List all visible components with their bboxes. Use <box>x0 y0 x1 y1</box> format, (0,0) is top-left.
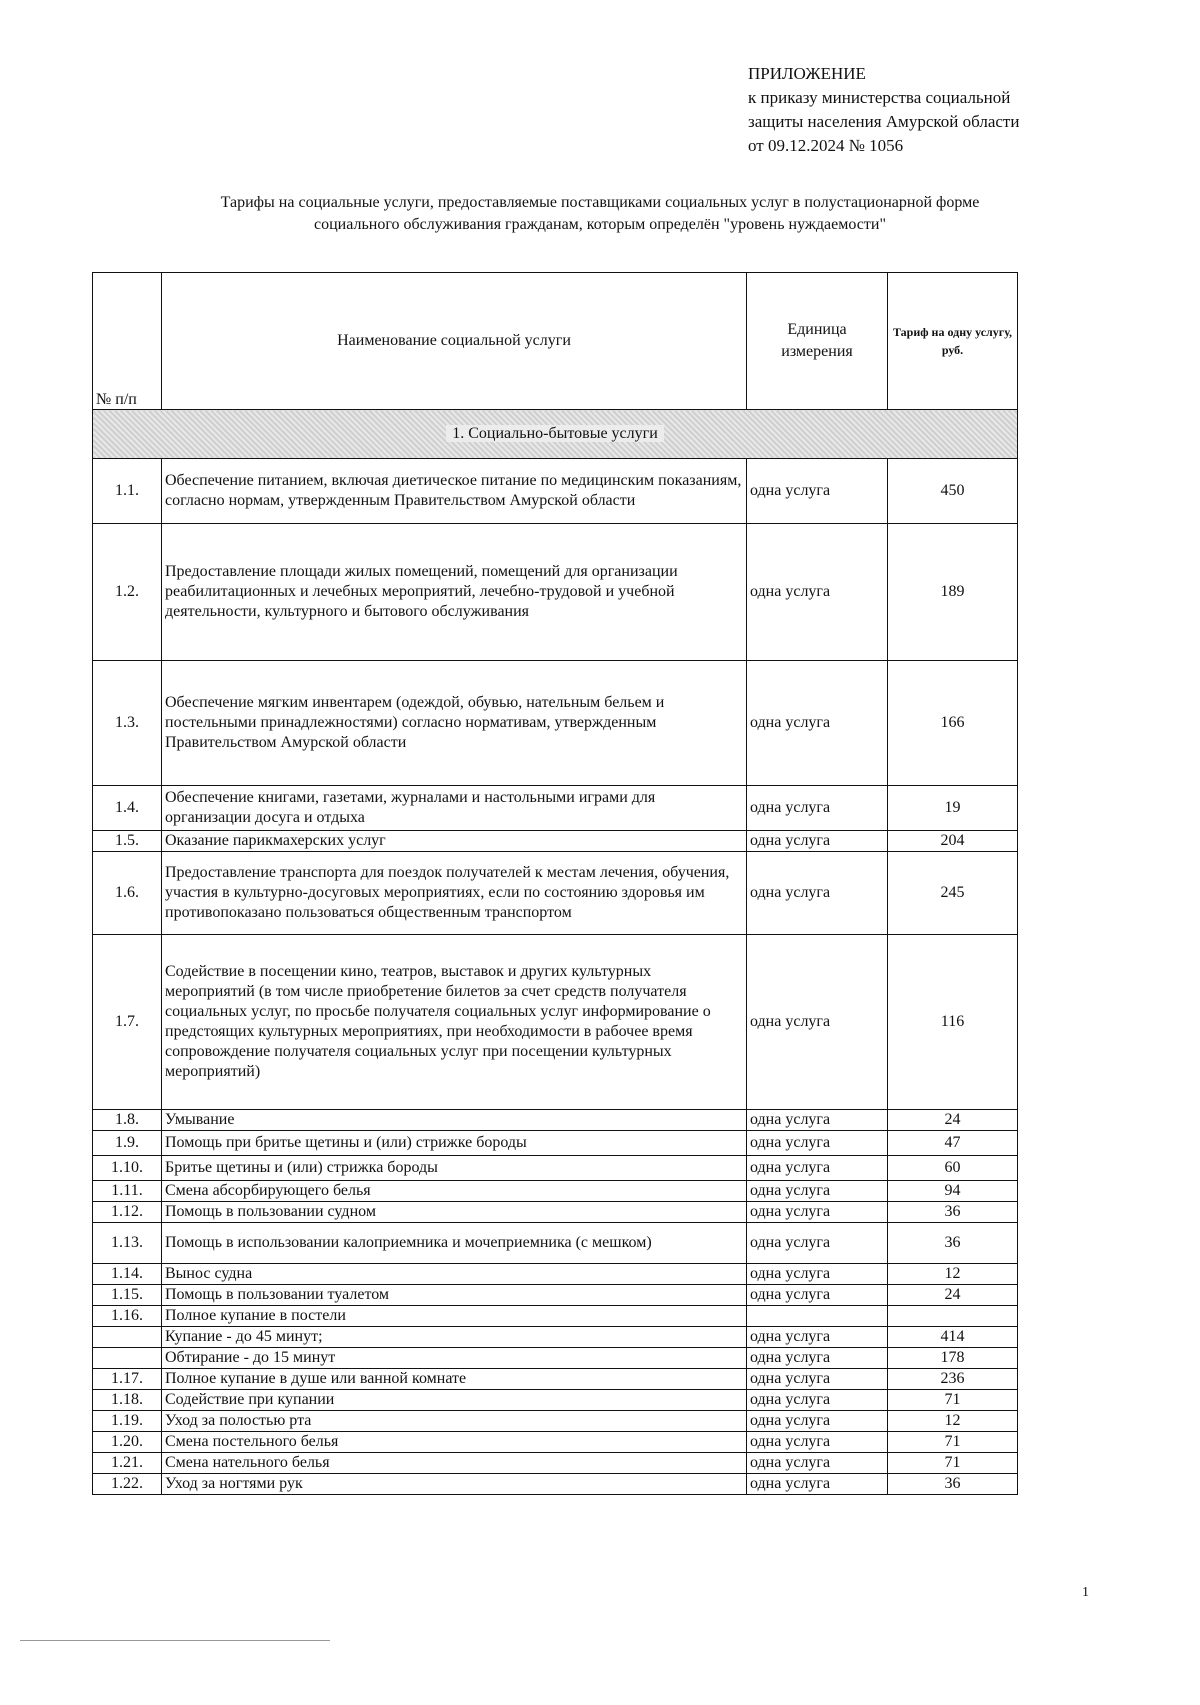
row-unit: одна услуга <box>747 786 888 831</box>
row-tariff: 71 <box>888 1390 1018 1411</box>
row-service-name: Купание - до 45 минут; <box>162 1327 747 1348</box>
row-number: 1.15. <box>93 1285 162 1306</box>
row-service-name: Помощь в пользовании туалетом <box>162 1285 747 1306</box>
table-row <box>93 1110 1018 1131</box>
table-row <box>93 1223 1018 1264</box>
row-number: 1.21. <box>93 1453 162 1474</box>
row-tariff: 245 <box>888 852 1018 935</box>
row-number: 1.5. <box>93 831 162 852</box>
table-row <box>93 1348 1018 1369</box>
row-service-name: Содействие при купании <box>162 1390 747 1411</box>
document-title <box>90 192 1110 236</box>
table-row <box>93 1264 1018 1285</box>
row-tariff: 189 <box>888 524 1018 661</box>
row-number: 1.6. <box>93 852 162 935</box>
row-tariff: 178 <box>888 1348 1018 1369</box>
header-service-name: Наименование социальной услуги <box>162 273 747 410</box>
row-service-name: Полное купание в душе или ванной комнате <box>162 1369 747 1390</box>
tariffs-table <box>92 272 1018 1495</box>
row-tariff: 71 <box>888 1453 1018 1474</box>
table-row <box>93 1131 1018 1156</box>
row-service-name: Обеспечение книгами, газетами, журналами и настольными играми для организации досуга и отдыха <box>162 786 747 831</box>
row-service-name: Вынос судна <box>162 1264 747 1285</box>
row-tariff: 12 <box>888 1264 1018 1285</box>
table-row <box>93 1285 1018 1306</box>
row-tariff: 414 <box>888 1327 1018 1348</box>
row-service-name: Помощь в использовании калоприемника и мочеприемника (с мешком) <box>162 1223 747 1264</box>
section-title: 1. Социально-бытовые услуги <box>446 425 664 442</box>
row-number: 1.3. <box>93 661 162 786</box>
document-title-line: социального обслуживания гражданам, которым определён "уровень нуждаемости" <box>314 216 886 233</box>
row-unit: одна услуга <box>747 831 888 852</box>
row-tariff: 47 <box>888 1131 1018 1156</box>
row-service-name: Обтирание - до 15 минут <box>162 1348 747 1369</box>
table-row <box>93 1474 1018 1495</box>
header-number: № п/п <box>93 273 162 410</box>
row-tariff: 450 <box>888 459 1018 524</box>
row-unit: одна услуга <box>747 1110 888 1131</box>
row-number <box>93 1327 162 1348</box>
row-number: 1.18. <box>93 1390 162 1411</box>
row-service-name: Обеспечение мягким инвентарем (одеждой, обувью, нательным бельем и постельными принадлежностями) согласно нормативам, утвержденным Правительством Амурской области <box>162 661 747 786</box>
row-unit: одна услуга <box>747 1390 888 1411</box>
row-unit: одна услуга <box>747 1453 888 1474</box>
row-unit: одна услуга <box>747 1285 888 1306</box>
appendix-line: от 09.12.2024 № 1056 <box>748 136 904 155</box>
row-unit: одна услуга <box>747 1369 888 1390</box>
row-tariff: 36 <box>888 1474 1018 1495</box>
row-tariff: 19 <box>888 786 1018 831</box>
row-unit: одна услуга <box>747 1432 888 1453</box>
row-unit: одна услуга <box>747 459 888 524</box>
row-service-name: Содействие в посещении кино, театров, выставок и других культурных мероприятий (в том числе приобретение билетов за счет средств получателя социальных услуг, по просьбе получателя социальных услуг информирование о предстоящих культурных мероприятиях, при необходимости в рабочее время сопровождение получателя социальных услуг при посещении культурных мероприятий) <box>162 935 747 1110</box>
row-tariff: 36 <box>888 1223 1018 1264</box>
row-number: 1.8. <box>93 1110 162 1131</box>
row-unit: одна услуга <box>747 1202 888 1223</box>
row-number <box>93 1348 162 1369</box>
table-row <box>93 1181 1018 1202</box>
row-service-name: Помощь при бритье щетины и (или) стрижке бороды <box>162 1131 747 1156</box>
row-number: 1.11. <box>93 1181 162 1202</box>
row-number: 1.10. <box>93 1156 162 1181</box>
row-number: 1.17. <box>93 1369 162 1390</box>
row-tariff: 71 <box>888 1432 1018 1453</box>
row-unit: одна услуга <box>747 935 888 1110</box>
table-row <box>93 786 1018 831</box>
table-row <box>93 524 1018 661</box>
row-unit: одна услуга <box>747 1348 888 1369</box>
table-row <box>93 1369 1018 1390</box>
row-service-name: Предоставление площади жилых помещений, помещений для организации реабилитационных и лечебных мероприятий, лечебно-трудовой и учебной деятельности, культурного и бытового обслуживания <box>162 524 747 661</box>
row-unit: одна услуга <box>747 524 888 661</box>
row-number: 1.22. <box>93 1474 162 1495</box>
row-tariff: 24 <box>888 1110 1018 1131</box>
row-tariff: 204 <box>888 831 1018 852</box>
table-row <box>93 459 1018 524</box>
row-tariff: 236 <box>888 1369 1018 1390</box>
appendix-line: защиты населения Амурской области <box>748 112 1020 131</box>
row-service-name: Умывание <box>162 1110 747 1131</box>
table-row <box>93 661 1018 786</box>
row-unit: одна услуга <box>747 1181 888 1202</box>
page-number: 1 <box>1082 1585 1089 1600</box>
row-service-name: Полное купание в постели <box>162 1306 747 1327</box>
table-row <box>93 852 1018 935</box>
row-tariff: 12 <box>888 1411 1018 1432</box>
row-service-name: Смена абсорбирующего белья <box>162 1181 747 1202</box>
table-row <box>93 1453 1018 1474</box>
table-row <box>93 831 1018 852</box>
row-unit: одна услуга <box>747 1327 888 1348</box>
header-tariff: Тариф на одну услугу, руб. <box>888 273 1018 410</box>
row-service-name: Предоставление транспорта для поездок получателей к местам лечения, обучения, участия в культурно-досуговых мероприятиях, если по состоянию здоровья им противопоказано пользоваться общественным транспортом <box>162 852 747 935</box>
row-unit <box>747 1306 888 1327</box>
row-unit: одна услуга <box>747 1411 888 1432</box>
row-number: 1.16. <box>93 1306 162 1327</box>
row-number: 1.19. <box>93 1411 162 1432</box>
section-row <box>93 410 1018 459</box>
row-number: 1.1. <box>93 459 162 524</box>
document-title-line: Тарифы на социальные услуги, предоставляемые поставщиками социальных услуг в полустационарной форме <box>220 194 980 211</box>
table-row <box>93 1390 1018 1411</box>
table-row <box>93 1327 1018 1348</box>
row-unit: одна услуга <box>747 1223 888 1264</box>
row-service-name: Обеспечение питанием, включая диетическое питание по медицинским показаниям, согласно нормам, утвержденным Правительством Амурской области <box>162 459 747 524</box>
table-row <box>93 1156 1018 1181</box>
row-number: 1.7. <box>93 935 162 1110</box>
row-tariff: 116 <box>888 935 1018 1110</box>
table-row <box>93 935 1018 1110</box>
row-tariff: 166 <box>888 661 1018 786</box>
row-number: 1.20. <box>93 1432 162 1453</box>
table-header-row <box>93 273 1018 410</box>
row-service-name: Бритье щетины и (или) стрижка бороды <box>162 1156 747 1181</box>
row-number: 1.9. <box>93 1131 162 1156</box>
row-tariff: 36 <box>888 1202 1018 1223</box>
row-unit: одна услуга <box>747 1264 888 1285</box>
row-number: 1.13. <box>93 1223 162 1264</box>
header-unit: Единица измерения <box>747 273 888 410</box>
footer-divider <box>20 1640 330 1641</box>
row-tariff: 94 <box>888 1181 1018 1202</box>
row-service-name: Смена постельного белья <box>162 1432 747 1453</box>
row-unit: одна услуга <box>747 1131 888 1156</box>
row-unit: одна услуга <box>747 1474 888 1495</box>
appendix-line: к приказу министерства социальной <box>748 88 1011 107</box>
row-service-name: Уход за ногтями рук <box>162 1474 747 1495</box>
table-row <box>93 1432 1018 1453</box>
row-number: 1.2. <box>93 524 162 661</box>
row-service-name: Оказание парикмахерских услуг <box>162 831 747 852</box>
row-service-name: Смена нательного белья <box>162 1453 747 1474</box>
row-number: 1.12. <box>93 1202 162 1223</box>
row-tariff <box>888 1306 1018 1327</box>
row-tariff: 60 <box>888 1156 1018 1181</box>
row-unit: одна услуга <box>747 852 888 935</box>
appendix-block <box>748 62 1019 158</box>
row-service-name: Помощь в пользовании судном <box>162 1202 747 1223</box>
appendix-title: ПРИЛОЖЕНИЕ <box>748 64 866 83</box>
row-unit: одна услуга <box>747 1156 888 1181</box>
table-row <box>93 1202 1018 1223</box>
row-tariff: 24 <box>888 1285 1018 1306</box>
row-service-name: Уход за полостью рта <box>162 1411 747 1432</box>
row-number: 1.4. <box>93 786 162 831</box>
table-row <box>93 1306 1018 1327</box>
row-number: 1.14. <box>93 1264 162 1285</box>
table-row <box>93 1411 1018 1432</box>
row-unit: одна услуга <box>747 661 888 786</box>
